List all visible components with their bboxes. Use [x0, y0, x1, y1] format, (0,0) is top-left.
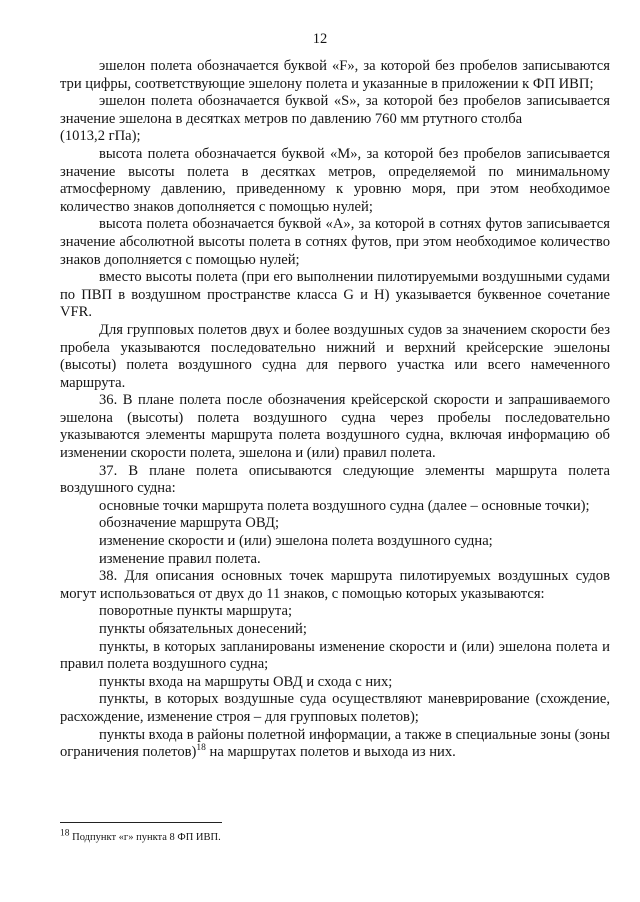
list-item-rules-change: изменение правил полета.	[99, 550, 261, 567]
paragraph-altitude-m: высота полета обозначается буквой «M», за которой без пробелов записывается значение высоты полета в десятках метров, определяемой по минимальному атмосферному давлению, приведенному к уровню моря, при этом необходимое количество знаков дополняется с помощью нулей;	[60, 145, 610, 215]
paragraph-item-38: 38. Для описания основных точек маршрута пилотируемых воздушных судов могут использоваться от двух до 11 знаков, с помощью которых указываются:	[60, 568, 610, 602]
document-body	[60, 58, 610, 762]
footnote-reference: 18	[196, 743, 206, 754]
footnote-divider	[60, 822, 222, 823]
list-item-change-points: пункты, в которых запланированы изменение скорости и (или) эшелона полета и правил полета воздушного судна;	[60, 638, 610, 673]
footnote-marker: 18	[60, 828, 70, 839]
list-item-fir-entry	[60, 727, 610, 762]
fir-entry-text-before: пункты входа в районы полетной информации, а также в специальные зоны (зоны ограничения полетов)	[60, 726, 610, 761]
footnote	[60, 828, 610, 844]
paragraph-pressure-value: (1013,2 гПа);	[60, 128, 141, 145]
list-item-entry-exit-points: пункты входа на маршруты ОВД и схода с них;	[99, 673, 393, 690]
fir-entry-text-after: на маршрутах полетов и выхода из них.	[205, 744, 456, 761]
paragraph-group-flights: Для групповых полетов двух и более воздушных судов за значением скорости без пробела указываются последовательно нижний и верхний крейсерские эшелоны (высоты) полета воздушного судна для первого участка или всего намеченного маршрута.	[60, 321, 610, 391]
list-item-reporting-points: пункты обязательных донесений;	[99, 621, 307, 637]
list-item-ats-route: обозначение маршрута ОВД;	[99, 515, 280, 532]
paragraph-vfr: вместо высоты полета (при его выполнении пилотируемыми воздушными судами по ПВП в воздушном пространстве класса G и H) указывается буквенное сочетание VFR.	[60, 269, 610, 321]
footnote-text: Подпункт «г» пункта 8 ФП ИВП.	[69, 832, 221, 843]
list-item-basic-points: основные точки маршрута полета воздушного судна (далее – основные точки);	[99, 497, 590, 514]
paragraph-echelon-s: эшелон полета обозначается буквой «S», за которой без пробелов записывается значение эшелона в десятках метров по давлению 760 мм ртутного столба	[60, 93, 610, 127]
list-item-speed-change: изменение скорости и (или) эшелона полета воздушного судна;	[99, 533, 493, 550]
paragraph-item-36: 36. В плане полета после обозначения крейсерской скорости и запрашиваемого эшелона (высоты) полета воздушного судна через пробелы последовательно указываются элементы маршрута полета воздушного судна, включая информацию об изменении скорости полета, эшелона и (или) правил полета.	[60, 392, 610, 462]
paragraph-echelon-f: эшелон полета обозначается буквой «F», за которой без пробелов записываются три цифры, соответствующие эшелону полета и указанные в приложении к ФП ИВП;	[60, 58, 610, 92]
paragraph-item-37: 37. В плане полета описываются следующие элементы маршрута полета воздушного судна:	[60, 462, 610, 497]
list-item-turning-points: поворотные пункты маршрута;	[99, 603, 292, 620]
list-item-maneuvering-points: пункты, в которых воздушные суда осуществляют маневрирование (схождение, расхождение, изменение строя – для групповых полетов);	[60, 691, 610, 725]
page-number: 12	[312, 31, 328, 47]
paragraph-altitude-a: высота полета обозначается буквой «A», за которой в сотнях футов записывается значение абсолютной высоты полета в сотнях футов, при этом необходимое количество знаков дополняется с помощью нулей;	[60, 216, 610, 268]
